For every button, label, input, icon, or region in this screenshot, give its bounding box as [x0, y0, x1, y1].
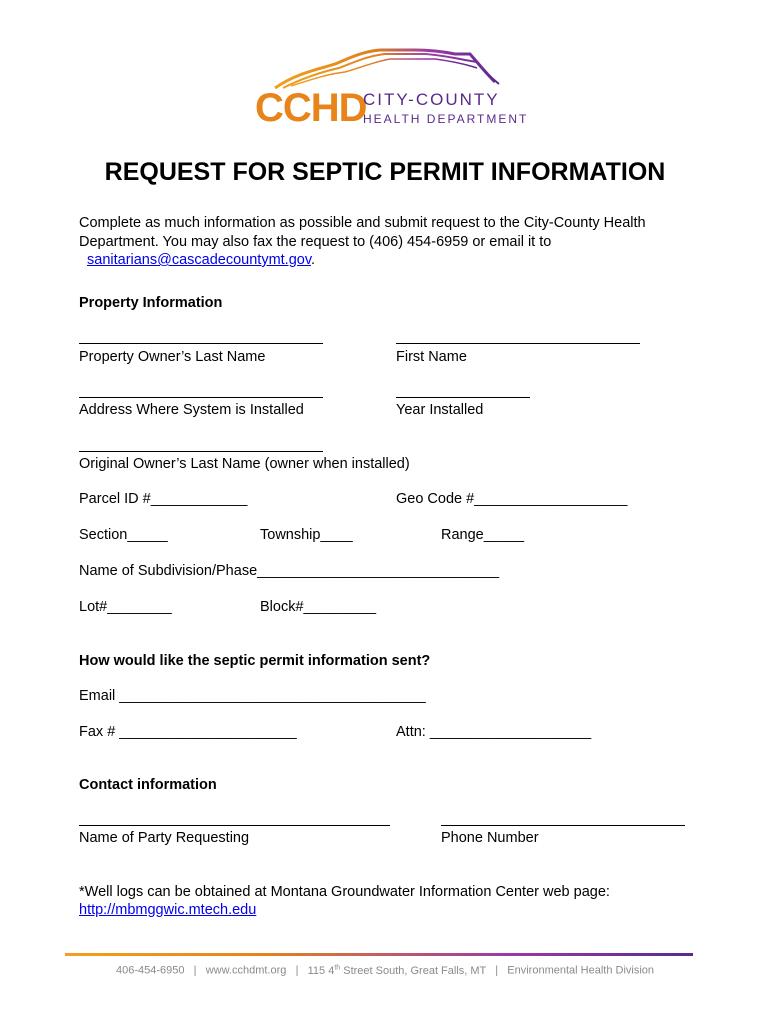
original-owner-line[interactable]: [79, 451, 323, 452]
block-field[interactable]: Block#_________: [260, 599, 377, 615]
footer-division: Environmental Health Division: [507, 964, 655, 977]
intro-line-3: [79, 251, 315, 269]
owner-last-name-line[interactable]: [79, 343, 323, 344]
fax-field[interactable]: Fax # ______________________: [79, 724, 297, 740]
footer-phone: 406-454-6950: [115, 964, 185, 977]
contact-heading: Contact information: [79, 777, 217, 793]
property-heading: Property Information: [79, 295, 223, 311]
party-line[interactable]: [79, 825, 390, 826]
logo-line1: CITY-COUNTY: [363, 90, 500, 109]
first-name-label: First Name: [396, 349, 467, 365]
footer: [0, 964, 770, 977]
intro-line-1: Complete as much information as possible and submit request to the City-County Health: [79, 215, 646, 231]
page-title: REQUEST FOR SEPTIC PERMIT INFORMATION: [104, 158, 666, 186]
party-label: Name of Party Requesting: [79, 830, 250, 846]
owner-last-name-label: Property Owner’s Last Name: [79, 349, 266, 365]
email-link[interactable]: sanitarians@cascadecountymt.gov: [87, 252, 312, 268]
footer-divider: [65, 953, 693, 956]
footer-site[interactable]: www.cchdmt.org: [205, 964, 287, 977]
range-field[interactable]: Range_____: [441, 527, 525, 543]
geo-code-field[interactable]: Geo Code #___________________: [396, 491, 628, 507]
intro-line-2: Department. You may also fax the request to (406) 454-6959 or email it to: [79, 234, 552, 250]
email-field[interactable]: Email ______________________________________: [79, 688, 426, 704]
footer-address: 115 4th Street South, Great Falls, MT: [307, 964, 487, 977]
footer-sep-2: |: [295, 964, 299, 977]
well-logs-note: *Well logs can be obtained at Montana Groundwater Information Center web page:: [79, 884, 610, 900]
footer-sep-3: |: [495, 964, 499, 977]
delivery-heading: How would like the septic permit information sent?: [79, 653, 431, 669]
address-label: Address Where System is Installed: [79, 402, 304, 418]
township-field[interactable]: Township____: [260, 527, 353, 543]
phone-label: Phone Number: [441, 830, 539, 846]
original-owner-label: Original Owner’s Last Name (owner when installed): [79, 456, 410, 472]
footer-sep-1: |: [193, 964, 197, 977]
address-line[interactable]: [79, 397, 323, 398]
subdivision-field[interactable]: Name of Subdivision/Phase______________________________: [79, 563, 500, 579]
first-name-line[interactable]: [396, 343, 640, 344]
mbmg-link[interactable]: http://mbmggwic.mtech.edu: [79, 902, 257, 918]
section-field[interactable]: Section_____: [79, 527, 168, 543]
phone-line[interactable]: [441, 825, 685, 826]
cchd-logo: [255, 44, 529, 139]
intro-period: .: [311, 252, 316, 268]
attn-field[interactable]: Attn: ____________________: [396, 724, 592, 740]
year-installed-line[interactable]: [396, 397, 530, 398]
year-installed-label: Year Installed: [396, 402, 484, 418]
lot-field[interactable]: Lot#________: [79, 599, 172, 615]
parcel-id-field[interactable]: Parcel ID #____________: [79, 491, 248, 507]
logo-mark: CCHD: [255, 86, 367, 130]
logo-line2: HEALTH DEPARTMENT: [363, 112, 529, 126]
